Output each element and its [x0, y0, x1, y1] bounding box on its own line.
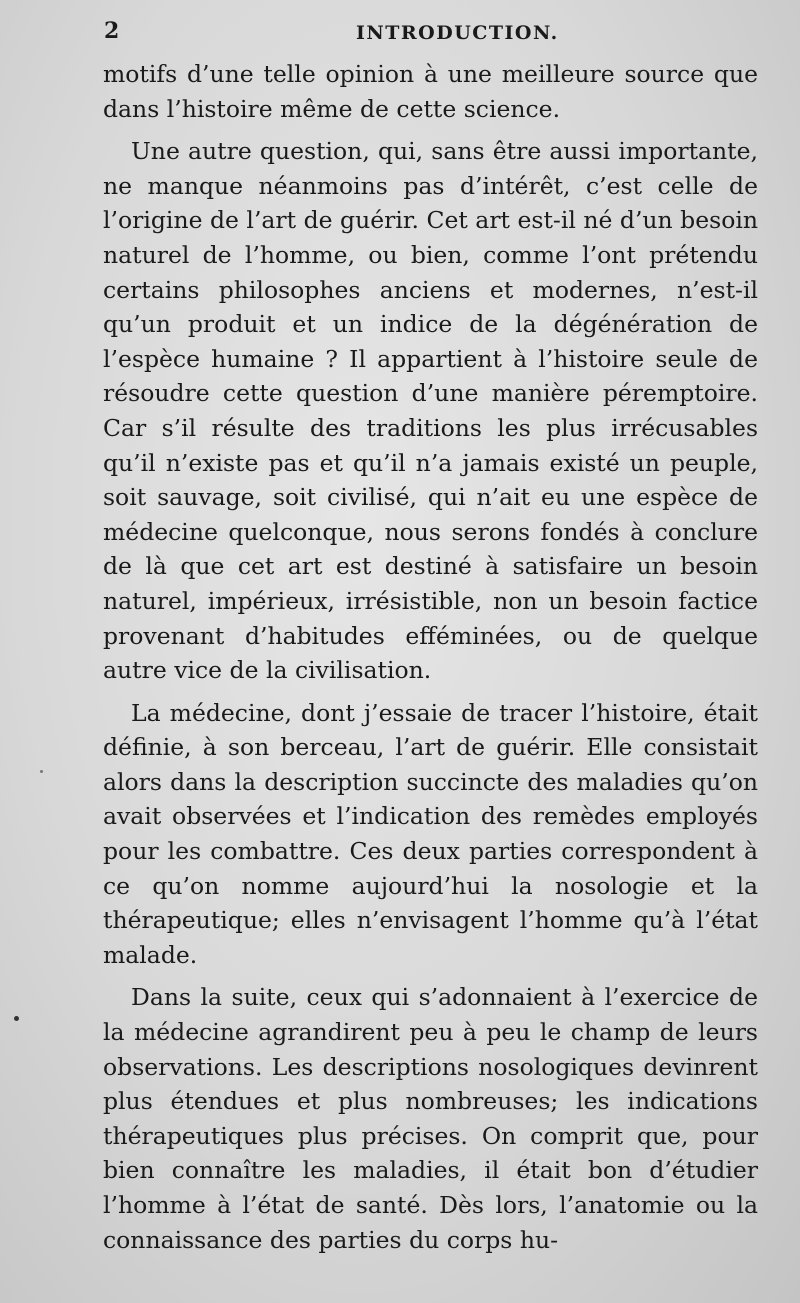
paragraph-continuation: motifs d’une telle opinion à une meilleure source que dans l’histoire même de cette science.	[103, 60, 758, 123]
paragraph: Dans la suite, ceux qui s’adonnaient à l’exercice de la médecine agrandirent peu à peu le champ de leurs observations. Les descriptions nosologiques devinrent plus étendues et plus nombreuses; les indications thérapeutiques plus précises. On comprit que, pour bien connaître les maladies, il était bon d’étudier l’homme à l’état de santé. Dès lors, l’anatomie ou la connaissance des parties du corps hu-	[103, 983, 758, 1254]
page-number: 2	[104, 18, 120, 44]
running-head: INTRODUCTION.	[356, 22, 559, 44]
paragraph: Une autre question, qui, sans être aussi importante, ne manque néanmoins pas d’intérêt, c’est celle de l’origine de l’art de guérir. Cet art est-il né d’un besoin naturel de l’homme, ou bien, comme l’ont prétendu certains philosophes anciens et modernes, n’est-il qu’un produit et un indice de la dégénération de l’espèce humaine ? Il appartient à l’histoire seule de résoudre cette question d’une manière péremptoire. Car s’il résulte des traditions les plus irrécusables qu’il n’existe pas et qu’il n’a jamais existé un peuple, soit sauvage, soit civilisé, qui n’ait eu une espèce de médecine quelconque, nous serons fondés à conclure de là que cet art est destiné à satisfaire un besoin naturel, impérieux, irrésistible, non un besoin factice provenant d’habitudes efféminées, ou de quelque autre vice de la civilisation.	[103, 137, 758, 685]
ink-speck	[14, 1016, 19, 1021]
page-header	[0, 18, 800, 48]
ink-speck	[40, 770, 43, 773]
paragraph: La médecine, dont j’essaie de tracer l’histoire, était définie, à son berceau, l’art de guérir. Elle consistait alors dans la description succincte des maladies qu’on avait observées et l’indication des remèdes employés pour les combattre. Ces deux parties correspondent à ce qu’on nomme aujourd’hui la nosologie et la thérapeutique; elles n’envisagent l’homme qu’à l’état malade.	[103, 698, 758, 969]
body-text	[103, 57, 758, 1265]
